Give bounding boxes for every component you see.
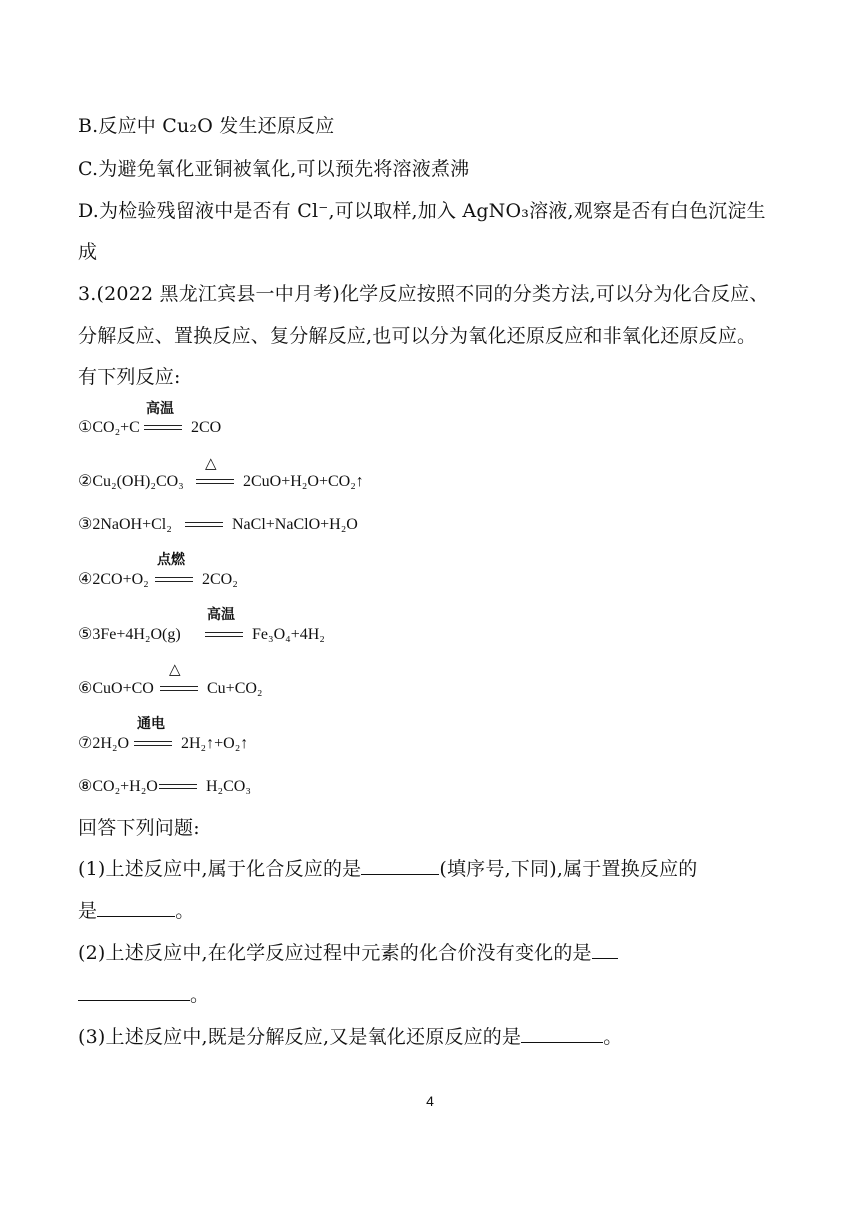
question-3-line1: 3.(2022 黑龙江宾县一中月考)化学反应按照不同的分类方法,可以分为化合反应、	[78, 283, 769, 305]
answer-blank[interactable]	[97, 898, 175, 917]
reaction-condition: 点燃	[157, 552, 185, 568]
option-b: B.反应中 Cu₂O 发生还原反应	[78, 115, 335, 137]
answer-intro: 回答下列问题:	[78, 817, 200, 839]
reaction-right: NaCl+NaClO+H₂O	[232, 516, 358, 533]
answer-blank[interactable]	[521, 1024, 603, 1043]
period: 。	[603, 1026, 623, 1048]
period: 。	[190, 984, 210, 1006]
reaction-right: H₂CO₃	[206, 778, 251, 795]
equals-sign	[196, 479, 234, 484]
reaction-right: 2CO₂	[202, 571, 238, 588]
reaction-6	[78, 679, 154, 699]
period: 。	[175, 900, 195, 922]
reaction-left: ⑦2H₂O	[78, 735, 130, 752]
reaction-left: ⑥CuO+CO	[78, 680, 154, 697]
question-3-line3: 有下列反应:	[78, 366, 181, 388]
reaction-condition: 通电	[137, 716, 165, 732]
option-d-line1: D.为检验残留液中是否有 Cl⁻,可以取样,加入 AgNO₃溶液,观察是否有白色沉淀生	[78, 200, 766, 222]
answer-blank[interactable]	[361, 856, 439, 875]
reaction-condition: 高温	[207, 607, 235, 623]
reaction-left: ⑤3Fe+4H₂O(g)	[78, 626, 181, 643]
reaction-right: Fe₃O₄+4H₂	[252, 626, 325, 643]
equals-sign	[185, 522, 223, 527]
part-1-line1	[78, 856, 697, 882]
answer-blank[interactable]	[78, 982, 190, 1001]
heat-symbol: △	[205, 454, 217, 472]
equals-sign	[155, 577, 193, 582]
part-3-prompt: (3)上述反应中,既是分解反应,又是氧化还原反应的是	[78, 1026, 522, 1048]
heat-symbol: △	[169, 660, 181, 678]
equals-sign	[160, 686, 198, 691]
equals-sign	[134, 741, 172, 746]
reaction-right: Cu+CO₂	[207, 680, 263, 697]
answer-blank[interactable]	[592, 940, 618, 959]
equals-sign	[205, 632, 243, 637]
option-d-line2: 成	[78, 241, 98, 263]
reaction-left: ②Cu₂(OH)₂CO₃	[78, 473, 184, 490]
reaction-2	[78, 472, 184, 492]
part-1-continuation: (填序号,下同),属于置换反应的	[439, 858, 698, 880]
reaction-condition: 高温	[146, 401, 174, 417]
reaction-3	[78, 515, 172, 535]
reaction-left: ⑧CO₂+H₂O	[78, 778, 158, 795]
reaction-left: ④2CO+O₂	[78, 571, 149, 588]
part-3-line	[78, 1024, 622, 1050]
reaction-right: 2H₂↑+O₂↑	[181, 735, 249, 752]
reaction-4	[78, 570, 149, 590]
reaction-5	[78, 625, 181, 645]
part-1-prompt: (1)上述反应中,属于化合反应的是	[78, 858, 362, 880]
reaction-right: 2CuO+H₂O+CO₂↑	[243, 473, 364, 490]
part-1-line2-prompt: 是	[78, 900, 98, 922]
reaction-7	[78, 734, 129, 754]
reaction-left: ③2NaOH+Cl₂	[78, 516, 172, 533]
reaction-8	[78, 777, 158, 797]
equals-sign	[159, 784, 197, 789]
part-2-line2	[78, 982, 209, 1008]
question-3-line2: 分解反应、置换反应、复分解反应,也可以分为氧化还原反应和非氧化还原反应。	[78, 325, 757, 347]
reaction-left: ①CO₂+C	[78, 419, 140, 436]
part-2-prompt: (2)上述反应中,在化学反应过程中元素的化合价没有变化的是	[78, 942, 592, 964]
option-c: C.为避免氧化亚铜被氧化,可以预先将溶液煮沸	[78, 158, 470, 180]
page-number: 4	[426, 1093, 434, 1109]
part-1-line2	[78, 898, 194, 924]
equals-sign	[144, 425, 182, 430]
part-2-line1	[78, 940, 618, 966]
reaction-right: 2CO	[191, 419, 222, 436]
reaction-1	[78, 418, 140, 438]
